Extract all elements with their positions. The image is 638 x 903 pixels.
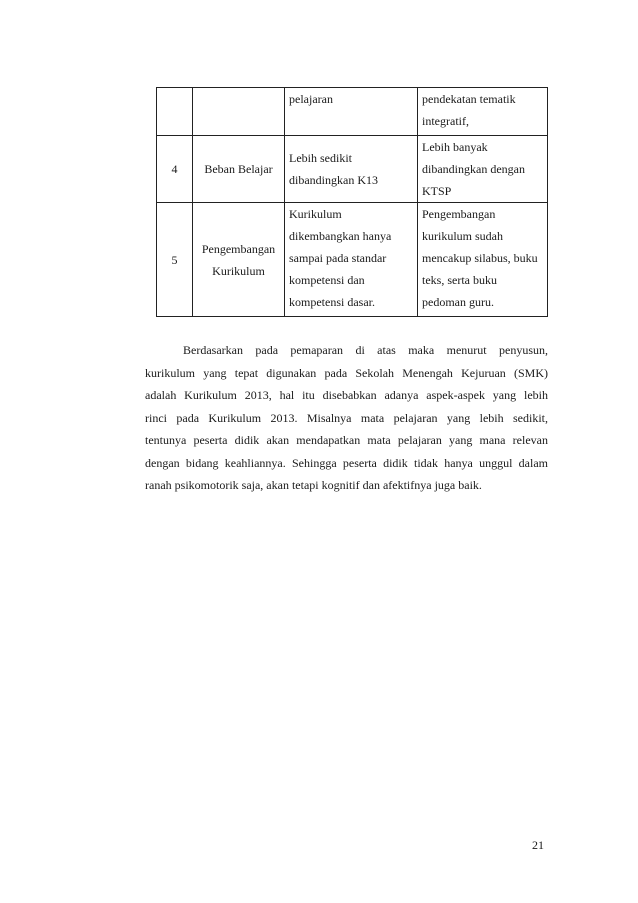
cell-text: mencakup silabus, buku xyxy=(422,251,538,265)
row-number: 4 xyxy=(171,162,178,176)
cell-text: dikembangkan hanya xyxy=(289,229,392,243)
cell-text: dibandingkan K13 xyxy=(289,173,378,187)
cell-text: pedoman guru. xyxy=(422,295,494,309)
paragraph-line: kurikulum yang tepat digunakan pada Sekolah Menengah Kejuruan (SMK) xyxy=(145,365,548,380)
table-row xyxy=(157,88,548,136)
ktsp-cell xyxy=(418,203,548,317)
aspect-cell xyxy=(193,136,285,203)
aspect-cell xyxy=(193,88,285,136)
cell-text: kompetensi dan xyxy=(289,273,365,287)
cell-text: KTSP xyxy=(422,184,452,198)
cell-text: dibandingkan dengan xyxy=(422,162,525,176)
ktsp-cell xyxy=(418,136,548,203)
k13-cell xyxy=(285,88,418,136)
page-number: 21 xyxy=(532,838,544,852)
body-paragraph xyxy=(145,339,548,497)
cell-text: Kurikulum xyxy=(212,263,265,278)
paragraph-line: tentunya peserta didik akan mendapatkan mata pelajaran yang mana relevan xyxy=(145,433,548,447)
cell-text: Lebih sedikit xyxy=(289,151,352,165)
cell-text: integratif, xyxy=(422,114,469,128)
cell-text: sampai pada standar xyxy=(289,251,387,265)
cell-text: Pengembangan xyxy=(201,241,276,256)
cell-text: teks, serta buku xyxy=(422,273,497,287)
table-row xyxy=(157,136,548,203)
cell-text: pendekatan tematik xyxy=(422,92,516,106)
row-number: 5 xyxy=(171,252,178,267)
cell-text: pelajaran xyxy=(289,92,333,106)
cell-text: Lebih banyak xyxy=(422,140,488,154)
aspect-cell xyxy=(193,203,285,317)
paragraph-line: Berdasarkan pada pemaparan di atas maka menurut penyusun, xyxy=(183,343,548,357)
cell-text: kompetensi dasar. xyxy=(289,295,375,309)
paragraph-line: dengan bidang keahliannya. Sehingga peserta didik tidak hanya unggul dalam xyxy=(145,455,548,470)
comparison-table xyxy=(156,87,548,317)
row-number-cell xyxy=(157,136,193,203)
row-number-cell xyxy=(157,88,193,136)
cell-text: Kurikulum xyxy=(289,207,342,221)
cell-text: Beban Belajar xyxy=(204,162,273,176)
cell-text: kurikulum sudah xyxy=(422,229,503,243)
paragraph-line: rinci pada Kurikulum 2013. Misalnya mata pelajaran yang lebih sedikit, xyxy=(145,410,548,425)
paragraph-line: ranah psikomotorik saja, akan tetapi kognitif dan afektifnya juga baik. xyxy=(145,478,482,492)
table-row xyxy=(157,203,548,317)
row-number-cell xyxy=(157,203,193,317)
ktsp-cell xyxy=(418,88,548,136)
cell-text: Pengembangan xyxy=(422,207,496,221)
k13-cell xyxy=(285,136,418,203)
paragraph-line: adalah Kurikulum 2013, hal itu disebabkan adanya aspek-aspek yang lebih xyxy=(145,388,548,402)
k13-cell xyxy=(285,203,418,317)
